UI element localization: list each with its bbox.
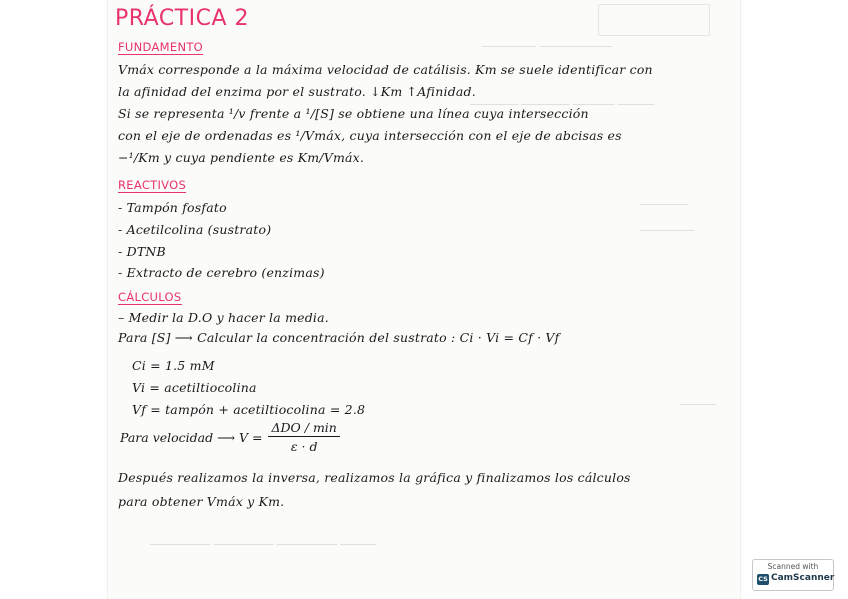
reactivo-item: - DTNB (118, 244, 166, 259)
velocity-label: Para velocidad ⟶ V = (120, 429, 263, 445)
calculos-variable: Ci = 1.5 mM (132, 358, 215, 373)
camscanner-badge (752, 559, 834, 591)
fundamento-line: la afinidad del enzima por el sustrato. ↓Km ↑Afinidad. (118, 84, 476, 99)
fundamento-line: Vmáx corresponde a la máxima velocidad de catálisis. Km se suele identificar con (118, 62, 653, 77)
badge-brand-name: CamScanner (771, 573, 835, 583)
reactivo-item: - Acetilcolina (sustrato) (118, 222, 272, 237)
reactivo-item: - Extracto de cerebro (enzimas) (118, 265, 325, 280)
velocity-numerator: ΔDO / min (268, 420, 339, 437)
velocity-formula (120, 420, 340, 454)
velocity-fraction (268, 420, 339, 454)
badge-caption: Scanned with (767, 562, 819, 571)
calculos-heading: CÁLCULOS (118, 290, 182, 304)
calculos-line: – Medir la D.O y hacer la media. (118, 310, 329, 325)
fundamento-line: −¹/Km y cuya pendiente es Km/Vmáx. (118, 150, 365, 165)
bleed-through-text: ──────── (640, 200, 689, 211)
calculos-variable: Vf = tampón + acetiltiocolina = 2.8 (132, 402, 366, 417)
bleed-through-box (598, 4, 710, 36)
page-title: PRÁCTICA 2 (115, 6, 250, 31)
fundamento-heading: FUNDAMENTO (118, 40, 204, 54)
reactivo-item: - Tampón fosfato (118, 200, 227, 215)
reactivos-heading: REACTIVOS (118, 178, 187, 192)
calculos-line: Para [S] ⟶ Calcular la concentración del sustrato : Ci · Vi = Cf · Vf (118, 330, 560, 345)
fundamento-line: Si se representa ¹/v frente a ¹/[S] se obtiene una línea cuya intersección (118, 106, 589, 121)
bleed-through-text: ───────── ──────────── (482, 42, 612, 53)
bleed-through-text: ──────── ──────── ─────── ────── (470, 100, 655, 111)
bleed-through-text: ────── (680, 400, 717, 411)
calculos-variable: Vi = acetiltiocolina (132, 380, 257, 395)
fundamento-line: con el eje de ordenadas es ¹/Vmáx, cuya intersección con el eje de abcisas es (118, 128, 622, 143)
bleed-through-text: ────────── ────────── ────────── ────── (150, 540, 377, 551)
camscanner-logo-icon: CS (758, 575, 768, 583)
velocity-denominator: ε · d (290, 439, 318, 454)
closing-line: para obtener Vmáx y Km. (118, 494, 285, 509)
closing-line: Después realizamos la inversa, realizamos la gráfica y finalizamos los cálculos (118, 470, 631, 485)
bleed-through-text: ───────── (640, 226, 695, 237)
